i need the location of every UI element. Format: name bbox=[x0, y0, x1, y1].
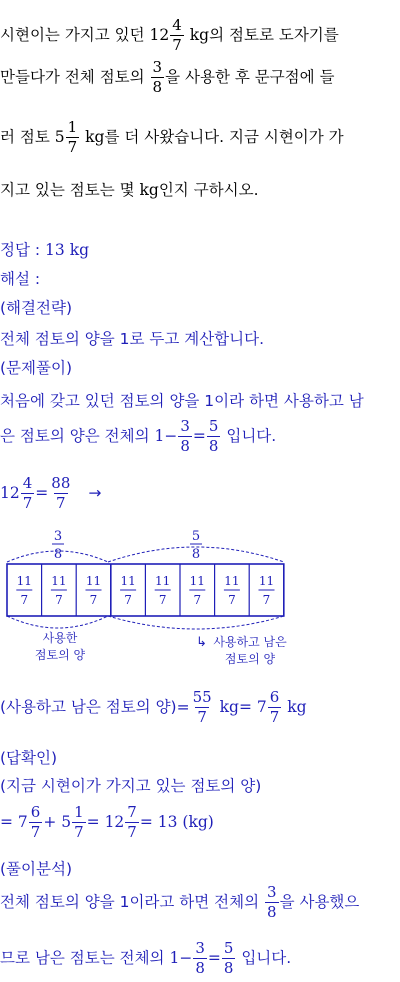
fraction bbox=[191, 690, 214, 725]
fraction bbox=[207, 419, 221, 454]
numerator: 3 bbox=[195, 939, 205, 957]
question-text: 를 더 사왔습니다. 지금 시현이가 가 bbox=[104, 128, 344, 146]
numerator: 5 bbox=[223, 939, 234, 957]
strategy-heading: (해결전략) bbox=[0, 299, 72, 317]
unit: kg bbox=[139, 181, 159, 199]
bottom-left-bracket bbox=[7, 616, 108, 628]
denominator: 7 bbox=[30, 823, 41, 841]
bottom-right-bracket bbox=[108, 616, 284, 629]
cell-numerator: 11 bbox=[16, 574, 32, 588]
solution-text: 입니다. bbox=[221, 427, 277, 445]
question-text: 지고 있는 점토는 몇 bbox=[0, 181, 140, 199]
denominator: 7 bbox=[74, 823, 84, 841]
numerator: 4 bbox=[22, 474, 33, 492]
fraction bbox=[193, 941, 207, 976]
question-line-1 bbox=[0, 18, 339, 53]
cell-numerator: 11 bbox=[51, 574, 67, 588]
denominator: 8 bbox=[267, 903, 277, 921]
cell-denominator: 7 bbox=[124, 593, 132, 607]
equals-sign: = bbox=[207, 949, 221, 967]
numerator: 3 bbox=[267, 883, 277, 901]
question-text: 러 점토 bbox=[0, 128, 55, 146]
fraction bbox=[151, 60, 165, 95]
solution-heading: (문제풀이) bbox=[0, 359, 72, 377]
denominator: 8 bbox=[223, 959, 234, 977]
numerator: 1 bbox=[67, 118, 78, 136]
fraction bbox=[72, 805, 86, 840]
remaining-amount-line bbox=[0, 690, 307, 725]
analysis-text: 전체 점토의 양을 1이라고 하면 전체의 bbox=[0, 893, 265, 911]
calculation-line bbox=[0, 805, 214, 840]
equals-sign: = 7 bbox=[238, 698, 267, 716]
analysis-line-1 bbox=[0, 885, 359, 920]
cell-numerator: 11 bbox=[120, 574, 136, 588]
denominator: 7 bbox=[172, 36, 182, 54]
unit: kg bbox=[85, 128, 105, 146]
fraction bbox=[29, 805, 43, 840]
numerator: 6 bbox=[269, 688, 280, 706]
top-right-numerator: 5 bbox=[191, 529, 201, 544]
strategy-text: 전체 점토의 양을 1로 두고 계산합니다. bbox=[0, 330, 265, 348]
cell-denominator: 7 bbox=[55, 593, 63, 607]
top-right-denominator: 8 bbox=[191, 547, 201, 562]
top-left-numerator: 3 bbox=[53, 529, 63, 544]
denominator: 7 bbox=[67, 138, 78, 156]
cell-denominator: 7 bbox=[193, 593, 202, 607]
cell-numerator: 11 bbox=[224, 574, 240, 588]
analysis-text: 입니다. bbox=[236, 949, 292, 967]
explanation-label: 해설 : bbox=[0, 270, 41, 288]
answer-label: 정답 : bbox=[0, 241, 46, 259]
question-text: 인지 구하시오. bbox=[158, 181, 259, 199]
analysis-heading: (풀이분석) bbox=[0, 860, 72, 878]
equals-sign: = bbox=[192, 427, 206, 445]
unit: kg bbox=[219, 698, 239, 716]
numerator: 1 bbox=[74, 803, 84, 821]
equals-sign: = bbox=[35, 484, 49, 502]
cell-numerator: 11 bbox=[189, 574, 205, 588]
numerator: 7 bbox=[127, 803, 137, 821]
cell-denominator: 7 bbox=[228, 593, 236, 607]
cell-denominator: 7 bbox=[158, 593, 167, 607]
remain-arrow-icon: ↳ bbox=[196, 635, 207, 650]
expression: 1− bbox=[154, 427, 178, 445]
analysis-text: 므로 남은 점토는 전체의 bbox=[0, 949, 170, 967]
solution-text: 은 점토의 양은 전체의 bbox=[0, 427, 155, 445]
fraction bbox=[125, 805, 139, 840]
numerator: 88 bbox=[51, 474, 71, 492]
check-heading: (답확인) bbox=[0, 749, 58, 767]
mixed-whole: 5 bbox=[54, 128, 65, 146]
equals-sign: = 7 bbox=[0, 813, 28, 831]
answer-line bbox=[0, 238, 89, 260]
solution-line-1: 처음에 갖고 있던 점토의 양을 1이라 하면 사용하고 남 bbox=[0, 392, 364, 410]
mixed-whole: 12 bbox=[0, 484, 20, 502]
question-text: 시현이는 가지고 있던 bbox=[0, 26, 150, 44]
question-text: 을 사용한 후 문구점에 들 bbox=[165, 68, 335, 86]
plus-term: + 5 bbox=[43, 813, 72, 831]
question-text: 만들다가 전체 점토의 bbox=[0, 68, 150, 86]
numerator: 6 bbox=[30, 803, 41, 821]
analysis-line-2 bbox=[0, 941, 291, 976]
bar-cells bbox=[7, 564, 284, 616]
unit: kg bbox=[287, 698, 307, 716]
fraction bbox=[222, 941, 236, 976]
fraction bbox=[170, 18, 184, 53]
denominator: 8 bbox=[180, 437, 190, 455]
used-label-line-1: 사용한 bbox=[42, 631, 78, 645]
denominator: 7 bbox=[22, 494, 33, 512]
question-line-3 bbox=[0, 120, 344, 155]
numerator: 3 bbox=[180, 417, 190, 435]
denominator: 8 bbox=[152, 78, 163, 96]
numerator: 55 bbox=[192, 688, 212, 706]
answer-value: 13 bbox=[45, 241, 65, 259]
top-left-denominator: 8 bbox=[53, 547, 63, 562]
right-arrow-icon: → bbox=[88, 484, 102, 502]
fraction bbox=[268, 690, 282, 725]
denominator: 7 bbox=[56, 494, 66, 512]
question-line-4 bbox=[0, 178, 259, 200]
denominator: 7 bbox=[127, 823, 137, 841]
numerator: 3 bbox=[152, 58, 163, 76]
expression: 1− bbox=[169, 949, 193, 967]
mixed-whole: 12 bbox=[149, 26, 170, 44]
cell-numerator: 11 bbox=[258, 574, 275, 588]
cell-numerator: 11 bbox=[155, 574, 171, 588]
used-label-line-2: 점토의 양 bbox=[34, 648, 86, 662]
result: = 13 (kg) bbox=[139, 813, 214, 831]
denominator: 7 bbox=[269, 708, 280, 726]
denominator: 7 bbox=[197, 708, 207, 726]
fraction bbox=[49, 476, 72, 511]
remaining-text: (사용하고 남은 점토의 양)= bbox=[0, 698, 190, 716]
question-text: 의 점토로 도자기를 bbox=[209, 26, 339, 44]
cell-numerator: 11 bbox=[85, 574, 102, 588]
analysis-text: 을 사용했으 bbox=[279, 893, 360, 911]
remain-label-line-1: 사용하고 남은 bbox=[213, 635, 287, 649]
cell-denominator: 7 bbox=[89, 593, 98, 607]
unit: kg bbox=[189, 26, 210, 44]
remain-label-line-2: 점토의 양 bbox=[224, 652, 276, 666]
fraction bbox=[21, 476, 35, 511]
cell-denominator: 7 bbox=[262, 593, 271, 607]
fraction bbox=[265, 885, 279, 920]
cell-denominator: 7 bbox=[20, 593, 29, 607]
check-text: (지금 시현이가 가지고 있는 점토의 양) bbox=[0, 777, 262, 795]
numerator: 5 bbox=[208, 417, 219, 435]
equals-sign: = 12 bbox=[86, 813, 125, 831]
fraction-bar-diagram bbox=[0, 528, 400, 678]
conversion-line bbox=[0, 476, 101, 511]
answer-unit: kg bbox=[69, 241, 90, 259]
question-line-2 bbox=[0, 60, 335, 95]
fraction bbox=[66, 120, 80, 155]
fraction bbox=[178, 419, 192, 454]
denominator: 8 bbox=[195, 959, 205, 977]
denominator: 8 bbox=[208, 437, 219, 455]
numerator: 4 bbox=[172, 16, 182, 34]
solution-line-2 bbox=[0, 419, 276, 454]
